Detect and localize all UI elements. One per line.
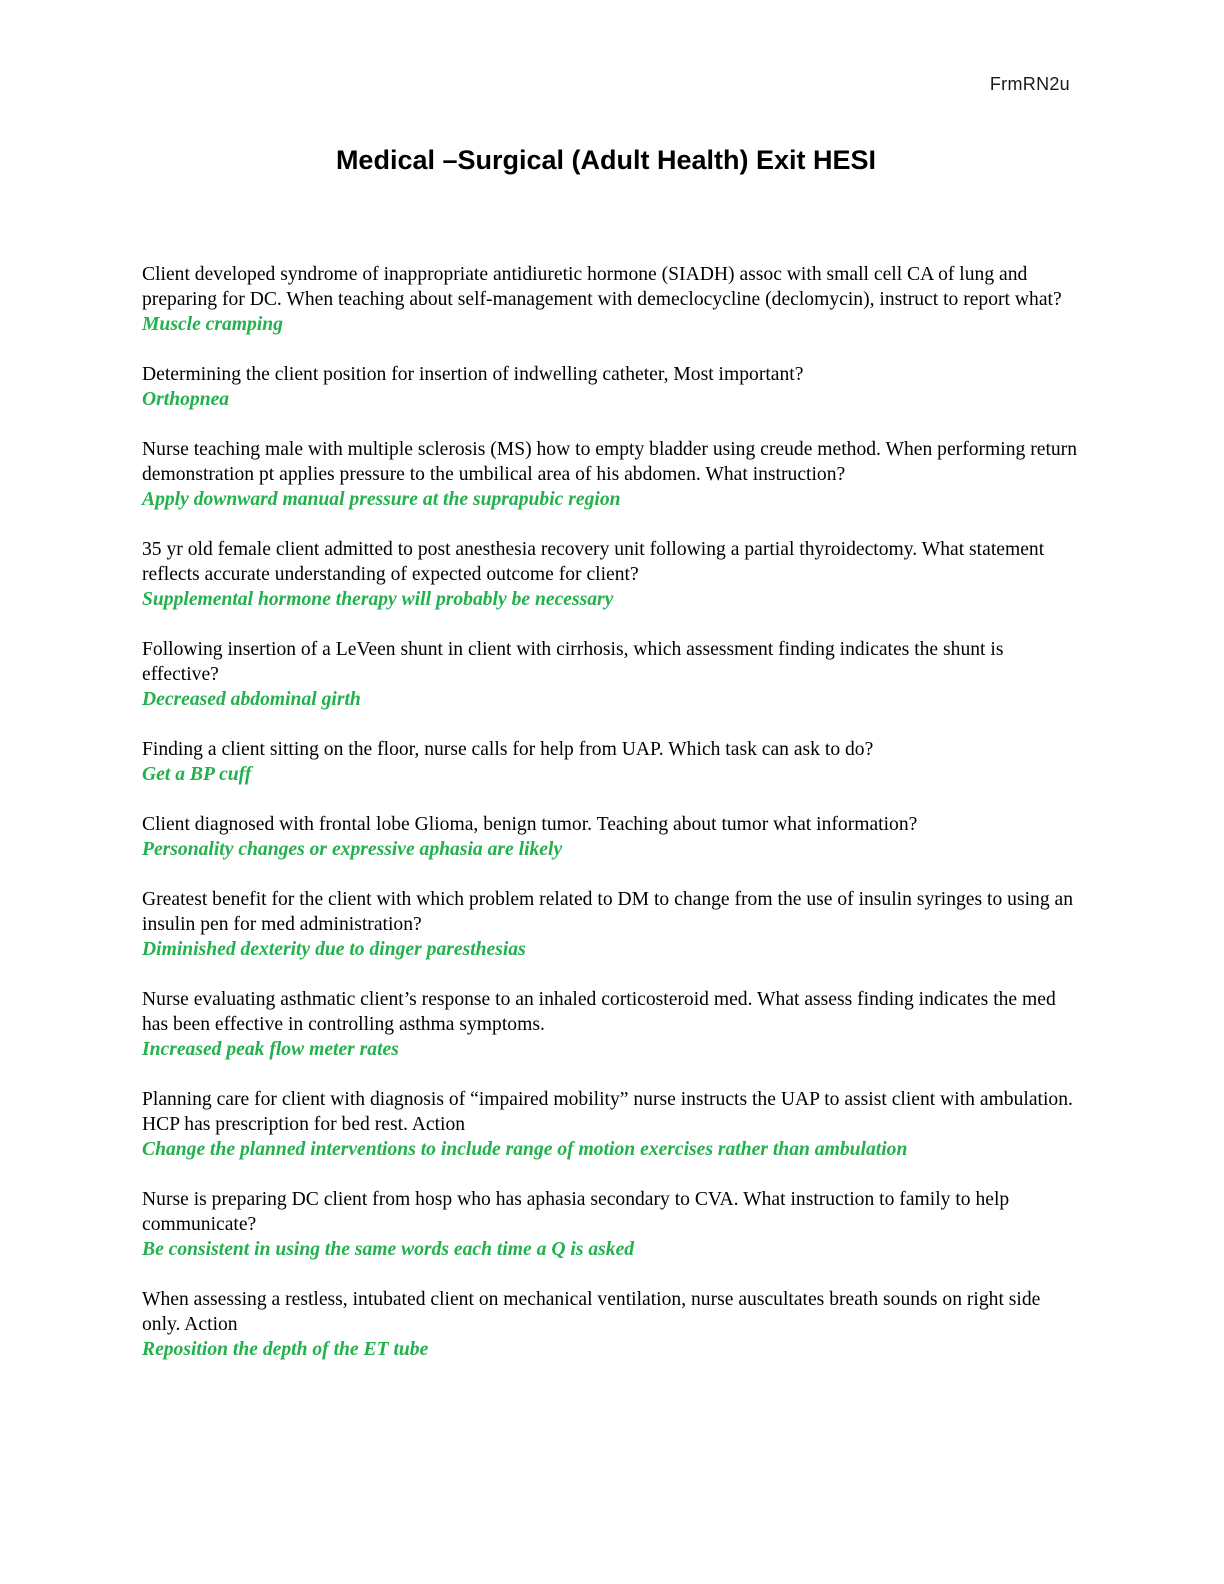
question-text: Following insertion of a LeVeen shunt in client with cirrhosis, which assessment finding indicates the shunt is effective? — [142, 639, 1004, 685]
qa-item — [142, 737, 1082, 787]
question-text: Nurse evaluating asthmatic client’s response to an inhaled corticosteroid med. What assess finding indicates the med has been effective in controlling asthma symptoms. — [142, 989, 1056, 1035]
question-text: Determining the client position for insertion of indwelling catheter, Most important? — [142, 364, 804, 385]
qa-item — [142, 987, 1082, 1062]
answer-text: Be consistent in using the same words each time a Q is asked — [142, 1239, 635, 1260]
answer-text: Muscle cramping — [142, 314, 283, 335]
document-title: Medical –Surgical (Adult Health) Exit HESI — [335, 145, 877, 175]
question-text: 35 yr old female client admitted to post anesthesia recovery unit following a partial thyroidectomy. What statement reflects accurate understanding of expected outcome for client? — [142, 539, 1045, 585]
qa-item — [142, 262, 1082, 337]
answer-text: Orthopnea — [142, 389, 230, 410]
answer-text: Decreased abdominal girth — [142, 689, 361, 710]
answer-text: Apply downward manual pressure at the suprapubic region — [142, 489, 621, 510]
question-text: Client developed syndrome of inappropriate antidiuretic hormone (SIADH) assoc with small cell CA of lung and preparing for DC. When teaching about self-management with demeclocycline (declomycin), instruct to report what? — [142, 264, 1062, 310]
qa-item — [142, 362, 1082, 412]
answer-text: Change the planned interventions to include range of motion exercises rather than ambulation — [142, 1139, 908, 1160]
answer-text: Supplemental hormone therapy will probably be necessary — [142, 589, 614, 610]
answer-text: Increased peak flow meter rates — [142, 1039, 399, 1060]
qa-list — [142, 262, 1082, 1387]
question-text: Finding a client sitting on the floor, nurse calls for help from UAP. Which task can ask to do? — [142, 739, 874, 760]
question-text: Client diagnosed with frontal lobe Glioma, benign tumor. Teaching about tumor what information? — [142, 814, 918, 835]
question-text: Planning care for client with diagnosis of “impaired mobility” nurse instructs the UAP to assist client with ambulation. HCP has prescription for bed rest. Action — [142, 1089, 1073, 1135]
header-tag: FrmRN2u — [989, 74, 1070, 94]
answer-text: Personality changes or expressive aphasia are likely — [142, 839, 563, 860]
qa-item — [142, 637, 1082, 712]
answer-text: Get a BP cuff — [142, 764, 252, 785]
answer-text: Diminished dexterity due to dinger paresthesias — [142, 939, 526, 960]
qa-item — [142, 537, 1082, 612]
qa-item — [142, 812, 1082, 862]
qa-item — [142, 1087, 1082, 1162]
qa-item — [142, 437, 1082, 512]
question-text: Nurse teaching male with multiple sclerosis (MS) how to empty bladder using creude method. When performing return demonstration pt applies pressure to the umbilical area of his abdomen. What instruction? — [142, 439, 1078, 485]
answer-text: Reposition the depth of the ET tube — [142, 1339, 429, 1360]
qa-item — [142, 887, 1082, 962]
question-text: When assessing a restless, intubated client on mechanical ventilation, nurse auscultates breath sounds on right side only. Action — [142, 1289, 1041, 1335]
qa-item — [142, 1187, 1082, 1262]
question-text: Nurse is preparing DC client from hosp who has aphasia secondary to CVA. What instruction to family to help communicate? — [142, 1189, 1010, 1235]
qa-item — [142, 1287, 1082, 1362]
question-text: Greatest benefit for the client with which problem related to DM to change from the use of insulin syringes to using an insulin pen for med administration? — [142, 889, 1074, 935]
